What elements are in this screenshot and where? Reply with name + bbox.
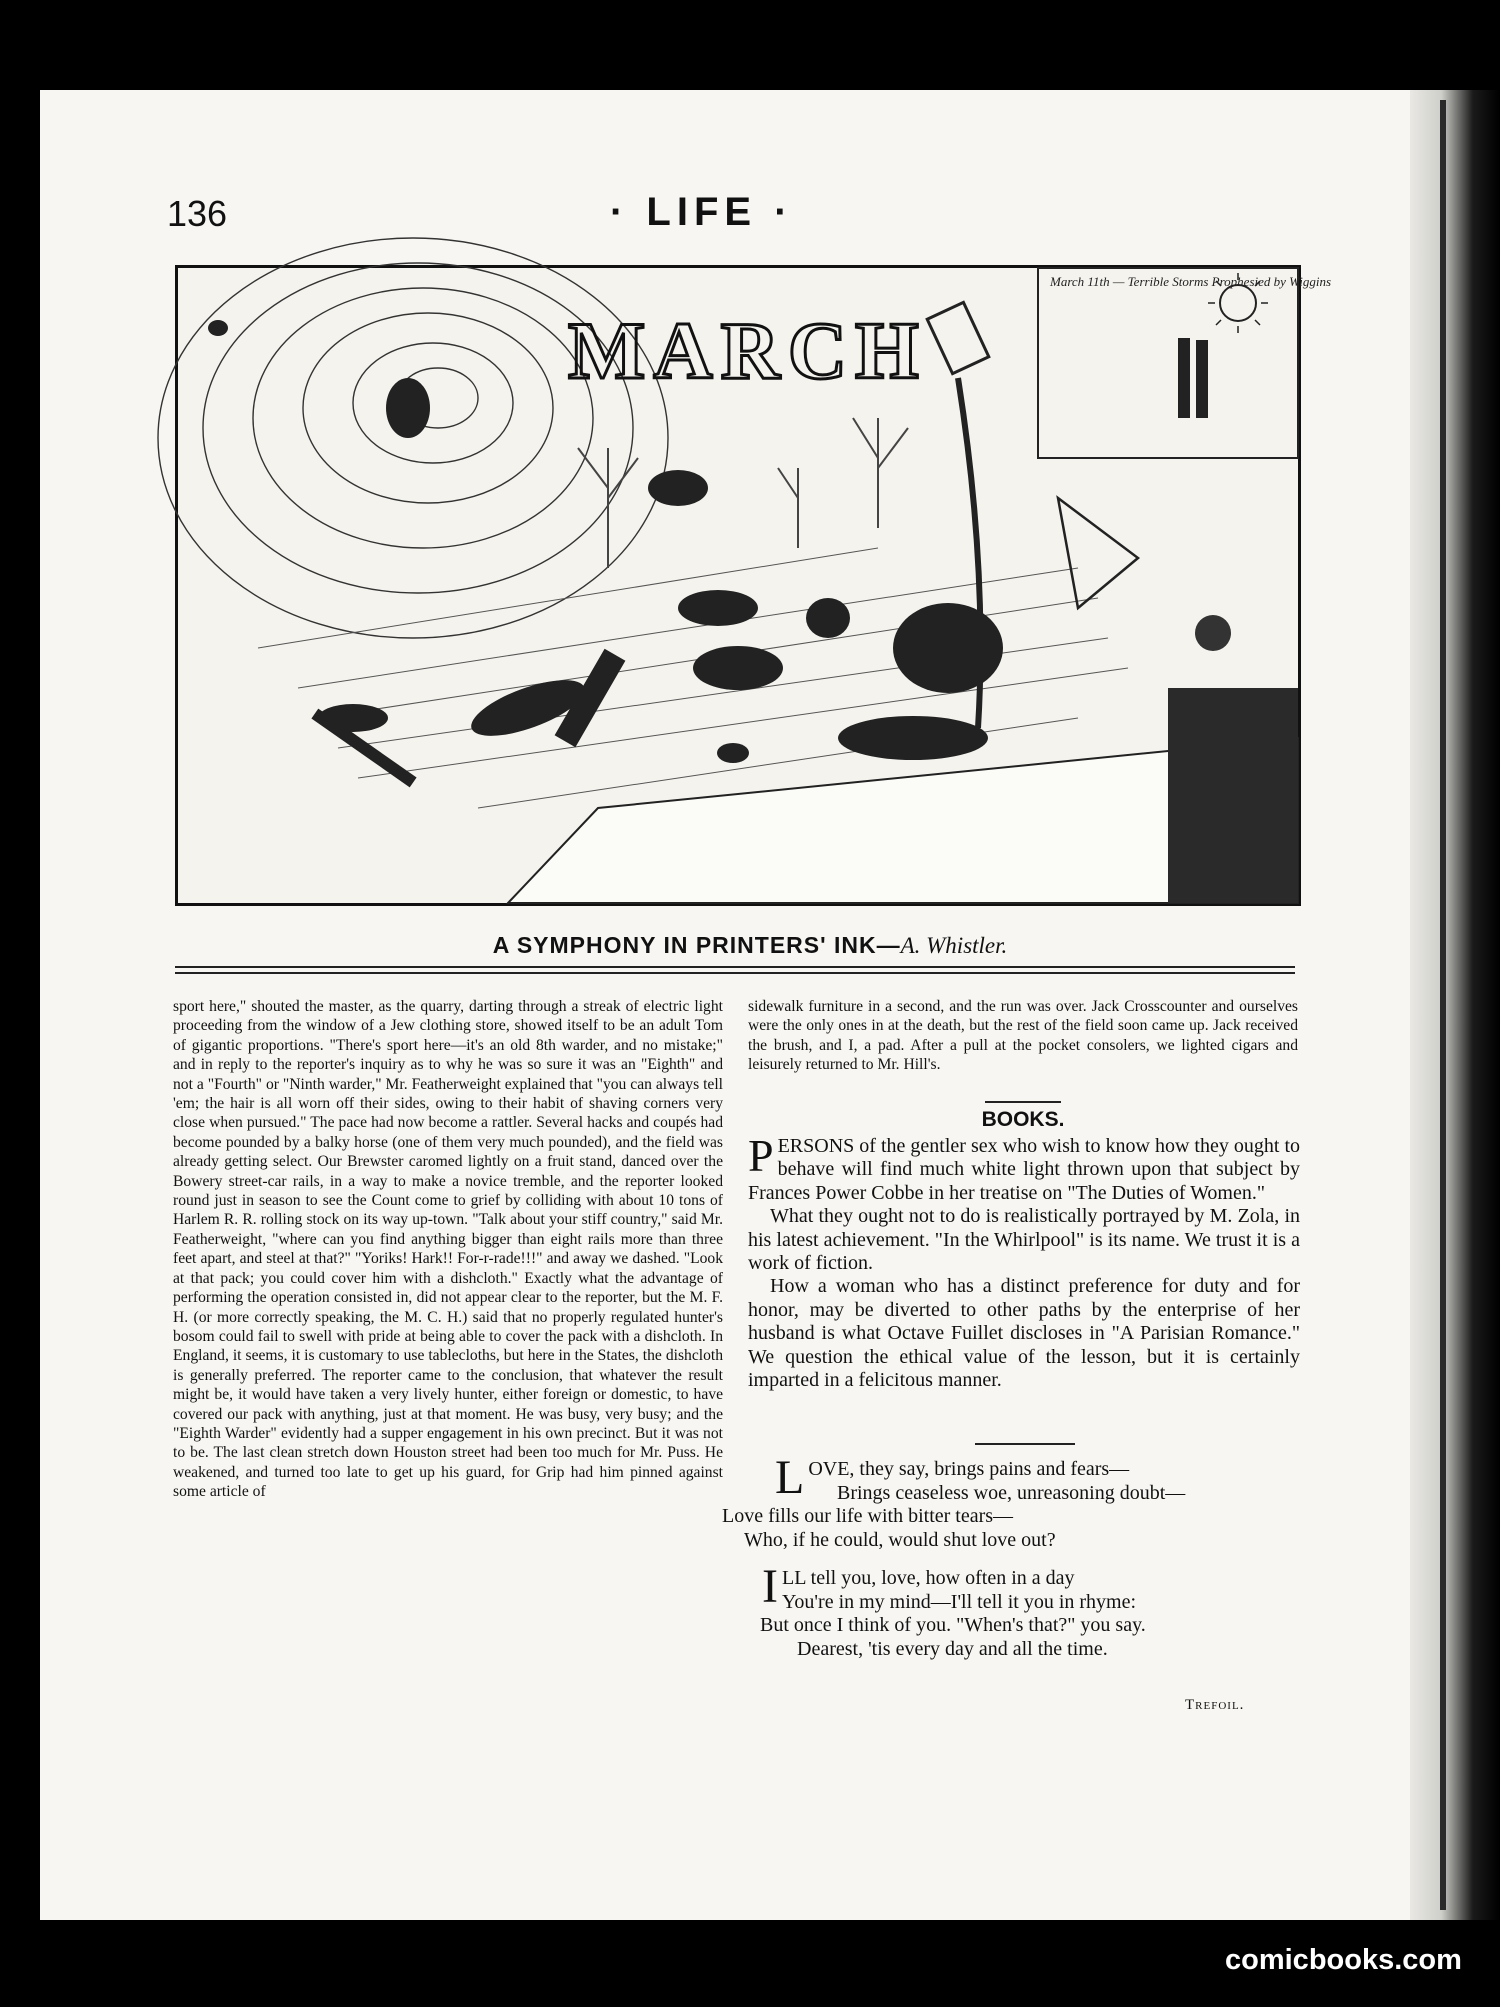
march-lettering: MARCH [568,305,927,396]
poem-signature: Trefoil. [1185,1697,1245,1713]
inset-figure-left [1178,338,1190,418]
inset-note: March 11th — Terrible Storms Prophesied by Wiggins [1050,274,1332,289]
illustration-drawing [178,268,1332,903]
poem-love [722,1451,1305,1552]
railing-finial [1195,615,1231,651]
page-number: 136 [167,193,228,234]
street-lamp [927,302,989,373]
caption-title: A SYMPHONY IN PRINTERS' INK— [492,932,901,958]
poem-line: Love fills our life with bitter tears— [722,1505,1014,1528]
article-paragraph: sport here," shouted the master, as the quarry, darting through a streak of electric light proceeding from the window of a Jew clothing store, showed itself to be an adult Tom of gigantic proportions. "There's sport here—it's an old 8th warder, and no mistake;" and in reply to the reporter's inquiry as to why he was so sure it was an "Eighth" and not a "Fourth" or "Ninth warder," Mr. Featherweight explained that "you can always tell 'em; the hair is all worn off their sides, owing to their habit of shaving corners very close when pursued." The pace had now become a rattler. Several hacks and coupés had become pounded by a balky horse (one of them very much pounded), and the field was already getting select. Our Brewster caromed lightly on a fruit stand, danced over the Bowery street-car rails, in a way to make a novice tremble, and the reporter looked round just in season to see the Count come to grief by colliding with about 10 tons of Harlem R. R. rolling stock on its way up-town. "Talk about your stiff country," said Mr. Featherweight, "where can you find anything bigger than eight rails more than three feet apart, and steel at that?" "Yoriks! Hark!! For-r-rade!!!" and away we dashed. "Look at that pack; you could cover him with a dishcloth." Exactly what the advantage of performing the operation consisted in, did not appear clear to the reporter, but the M. F. H. (or more correctly speaking, the M. C. H.) said that no properly regulated hunter's bosom could fail to swell with pride at being able to cover the pack with a dishcloth. In England, it seems, it is customary to use tablecloths, but here in the States, the dishcloth is generally preferred. The reporter came to the conclusion, that whatever the result might be, it would have taken a very lively hunter, either foreign or domestic, to have covered our pack with anything, just at that moment. He was busy, very busy; and the "Eighth Warder" evidently had a supper engagement in his own precinct. But it was not to be. The last clean stretch down Houston street had been too much for Mr. Puss. He weakened, and turned too late to get up his guard, for Grip had him pinned against some article of [173,998,723,1501]
binding-spine [1440,100,1446,1910]
poem-line: You're in my mind—I'll tell it you in rhyme: [781,1590,1137,1613]
poem-line: But once I think of you. "When's that?" you say. [760,1614,1146,1637]
drop-cap: P [748,1130,774,1181]
caption-rule-bottom [175,972,1295,974]
whirlwind-spiral [158,238,668,638]
poem-rhyme [760,1560,1292,1661]
article-right-column [748,997,1298,1075]
inset-panel [1038,268,1298,458]
storm-illustration [175,265,1332,906]
caption-artist: A. Whistler. [900,933,1008,958]
poem-line: LL tell you, love, how often in a day [781,1567,1075,1589]
poem-line: Dearest, 'tis every day and all the time. [797,1637,1108,1660]
poem-line: OVE, they say, brings pains and fears— [808,1458,1130,1480]
inset-figure-right [1196,340,1208,418]
books-paragraph-2: What they ought not to do is realistically portrayed by M. Zola, in his latest achievement. "In the Whirlpool" is its name. We trust it is a work of fiction. [748,1205,1300,1275]
masthead-title: · LIFE · [610,190,794,234]
books-rule [985,1101,1061,1103]
poem-rule [975,1443,1075,1445]
books-heading: BOOKS. [981,1108,1065,1131]
stoop-railing [1168,688,1298,903]
umbrella-icon [1058,498,1138,608]
poem-line: Who, if he could, would shut love out? [744,1528,1056,1551]
watermark-text: comicbooks.com [1225,1944,1462,1976]
caption-rule-top [175,966,1295,968]
books-review [748,1130,1300,1392]
poem-line: Brings ceaseless woe, unreasoning doubt— [837,1481,1186,1504]
poem-drop-cap: I [762,1560,778,1613]
article-paragraph-continued: sidewalk furniture in a second, and the run was over. Jack Crosscounter and ourselves were the only ones in at the death, but the rest of the field soon came up. Jack received the brush, and I, a pad. After a pull at the pocket consolers, we lighted cigars and leisurely returned to Mr. Hill's. [748,998,1298,1074]
books-paragraph-3: How a woman who has a distinct preference for duty and for honor, may be diverted to other paths by the enterprise of her husband is what Octave Fuillet discloses in "A Parisian Romance." We question the ethical value of the lesson, but it is certainly imparted in a felicitous manner. [748,1275,1300,1392]
article-left-column [173,997,723,1502]
poem-drop-cap: L [775,1451,805,1504]
illustration-caption [0,932,1500,959]
binding-gutter [1410,90,1500,1920]
books-paragraph-1: PERSONS of the gentler sex who wish to know how they ought to behave will find much white light thrown upon that subject by Frances Power Cobbe in her treatise on "The Duties of Women." [748,1130,1300,1204]
